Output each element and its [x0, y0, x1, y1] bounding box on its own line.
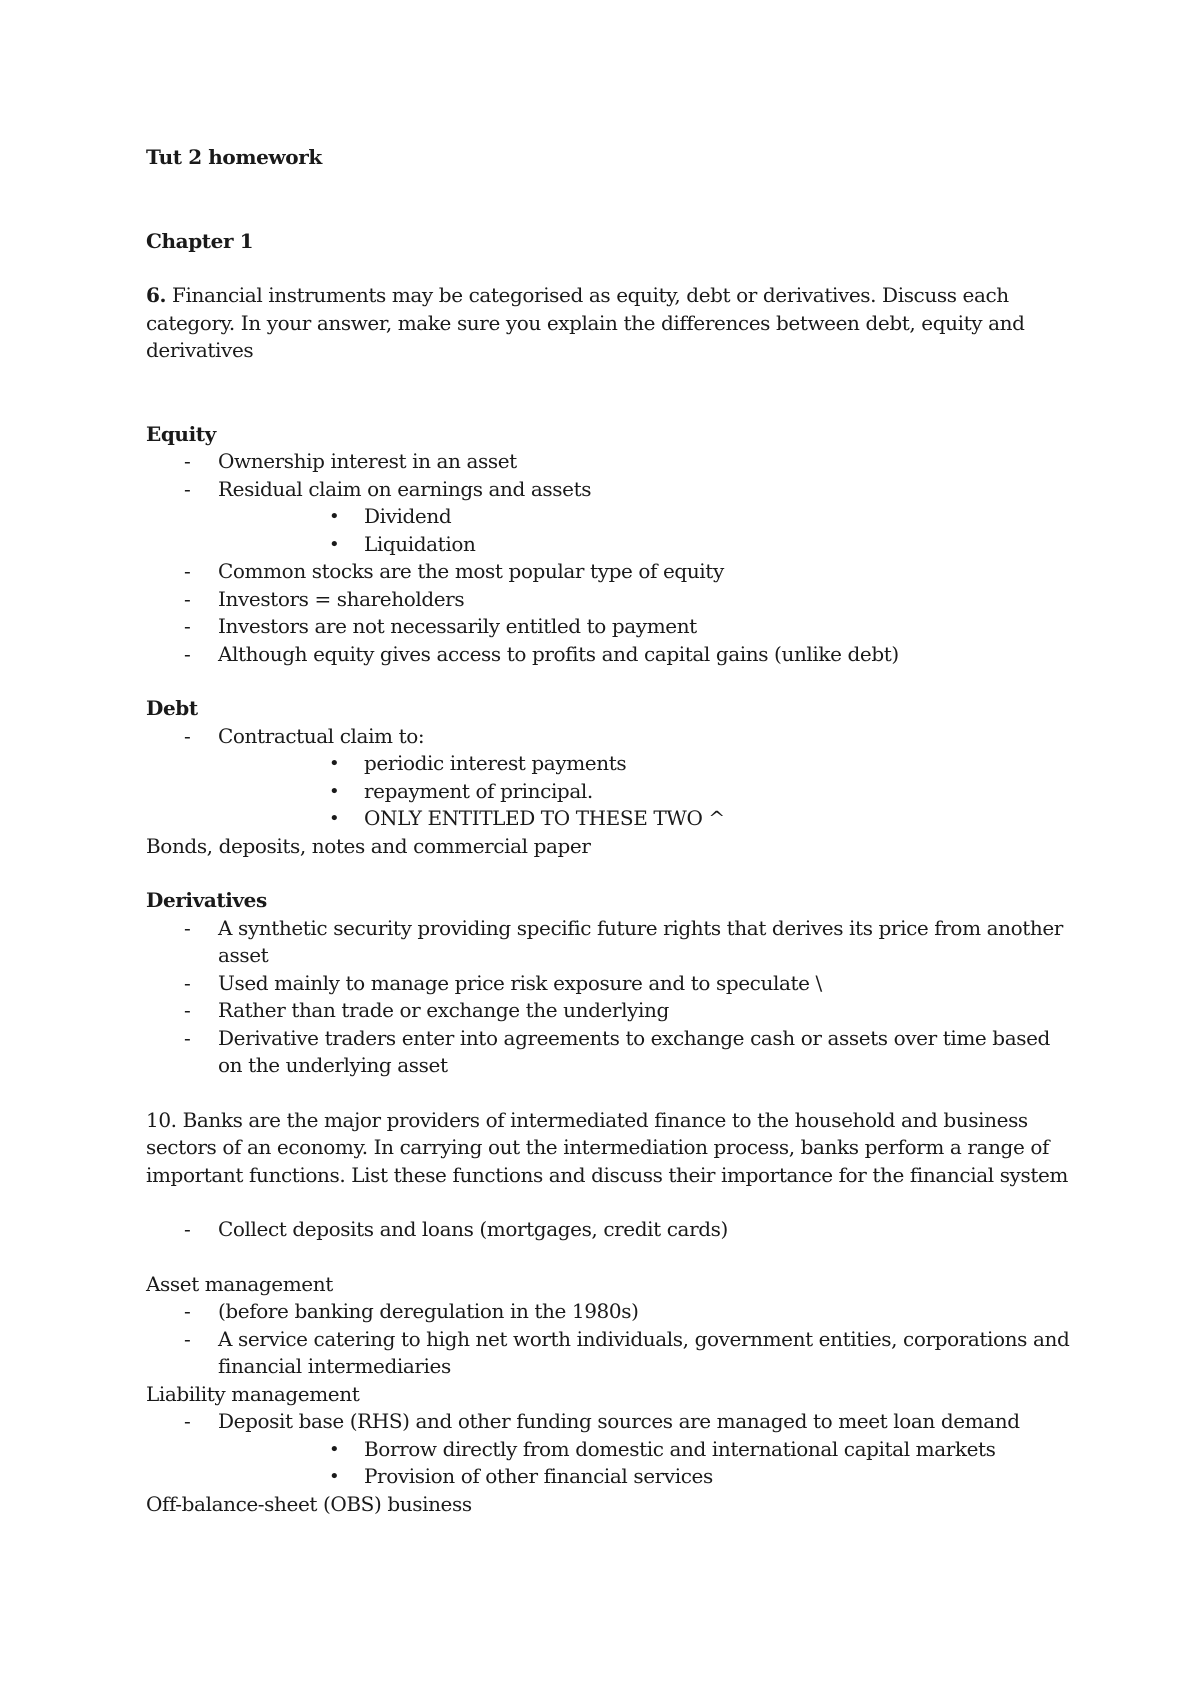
list-item [146, 970, 1076, 998]
list-item [146, 448, 1076, 476]
liability-management-sublist [146, 1436, 1076, 1491]
sub-list-item [146, 1436, 1076, 1464]
asset-management-heading: Asset management [146, 1271, 333, 1296]
list-item [146, 1298, 1076, 1326]
dash-marker: - [184, 1299, 191, 1323]
list-item-text: Ownership interest in an asset [218, 449, 517, 473]
list-item [146, 613, 1076, 641]
equity-list-continued [146, 558, 1076, 668]
sub-list-item-text: Liquidation [364, 531, 476, 556]
bullet-marker: • [329, 533, 340, 555]
dash-marker: - [184, 1025, 191, 1050]
question-6 [146, 282, 1076, 365]
list-item-text: A service catering to high net worth individuals, government entities, corporations and financial intermediaries [218, 1326, 1070, 1378]
list-item [146, 723, 1076, 751]
list-item [146, 1326, 1076, 1381]
asset-management-list [146, 1298, 1076, 1381]
dash-marker: - [184, 449, 191, 473]
bullet-marker: • [329, 1438, 340, 1460]
sub-list-item-text: periodic interest payments [364, 751, 627, 775]
dash-marker: - [184, 614, 191, 638]
dash-marker: - [184, 723, 191, 748]
sub-list-item [146, 778, 1076, 806]
bullet-marker: • [329, 808, 340, 829]
question-6-number: 6. [146, 283, 167, 307]
bullet-marker: • [329, 780, 340, 802]
derivatives-list [146, 915, 1076, 1080]
liability-management-heading: Liability management [146, 1381, 360, 1406]
bullet-marker: • [329, 506, 340, 527]
document-body [146, 144, 1076, 1518]
equity-list [146, 448, 1076, 503]
question-6-text: Financial instruments may be categorised as equity, debt or derivatives. Discuss each category. In your answer, make sure you explain the differences between debt, equity and derivatives [146, 283, 1025, 362]
dash-marker: - [184, 586, 191, 611]
dash-marker: - [184, 970, 191, 995]
dash-marker: - [184, 998, 191, 1022]
list-item-text: (before banking deregulation in the 1980s) [218, 1299, 639, 1323]
sub-list-item [146, 1463, 1076, 1491]
list-item-text: Derivative traders enter into agreements to exchange cash or assets over time based on the underlying asset [218, 1025, 1050, 1077]
list-item [146, 915, 1076, 970]
dash-marker: - [184, 1217, 191, 1241]
list-item-text: Collect deposits and loans (mortgages, credit cards) [218, 1217, 728, 1241]
debt-list [146, 723, 1076, 751]
list-item-text: Common stocks are the most popular type of equity [218, 559, 724, 583]
dash-marker: - [184, 1326, 191, 1351]
list-item-text: Residual claim on earnings and assets [218, 476, 592, 501]
list-item [146, 641, 1076, 669]
list-item-text: Although equity gives access to profits and capital gains (unlike debt) [218, 641, 899, 666]
question-10: 10. Banks are the major providers of intermediated finance to the household and business sectors of an economy. In carrying out the intermediation process, banks perform a range of important functions. List these functions and discuss their importance for the financial system [146, 1107, 1068, 1187]
dash-marker: - [184, 641, 191, 666]
document-title: Tut 2 homework [146, 145, 322, 169]
obs-heading: Off-balance-sheet (OBS) business [146, 1491, 472, 1516]
list-item-text: A synthetic security providing specific future rights that derives its price from another asset [218, 915, 1063, 967]
debt-note: Bonds, deposits, notes and commercial paper [146, 833, 591, 858]
sub-list-item [146, 805, 1076, 833]
list-item-text: Contractual claim to: [218, 723, 425, 748]
list-item [146, 1408, 1076, 1436]
debt-sublist [146, 750, 1076, 833]
list-item-text: Investors are not necessarily entitled to payment [218, 614, 697, 638]
equity-heading: Equity [146, 421, 216, 446]
list-item [146, 558, 1076, 586]
chapter-heading: Chapter 1 [146, 228, 254, 253]
dash-marker: - [184, 915, 191, 940]
bullet-marker: • [329, 1466, 340, 1487]
bullet-marker: • [329, 753, 340, 774]
list-item-text: Used mainly to manage price risk exposure and to speculate \ [218, 970, 822, 995]
dash-marker: - [184, 476, 191, 501]
list-item-text: Investors = shareholders [218, 586, 465, 611]
sub-list-item-text: Dividend [364, 504, 452, 528]
debt-heading: Debt [146, 696, 198, 720]
sub-list-item-text: Borrow directly from domestic and international capital markets [364, 1436, 996, 1461]
liability-management-list [146, 1408, 1076, 1436]
equity-sublist [146, 503, 1076, 558]
list-item [146, 476, 1076, 504]
dash-marker: - [184, 1409, 191, 1433]
sub-list-item [146, 503, 1076, 531]
list-item [146, 997, 1076, 1025]
list-item [146, 586, 1076, 614]
sub-list-item [146, 750, 1076, 778]
sub-list-item-text: repayment of principal. [364, 778, 593, 803]
sub-list-item [146, 531, 1076, 559]
sub-list-item-text: Provision of other financial services [364, 1464, 713, 1488]
derivatives-heading: Derivatives [146, 888, 267, 912]
list-item [146, 1025, 1076, 1080]
dash-marker: - [184, 559, 191, 583]
list-item-text: Rather than trade or exchange the underlying [218, 998, 669, 1022]
list-item-text: Deposit base (RHS) and other funding sources are managed to meet loan demand [218, 1409, 1020, 1433]
list-item [146, 1216, 1076, 1244]
question-10-list [146, 1216, 1076, 1244]
sub-list-item-text: ONLY ENTITLED TO THESE TWO ^ [364, 806, 725, 830]
